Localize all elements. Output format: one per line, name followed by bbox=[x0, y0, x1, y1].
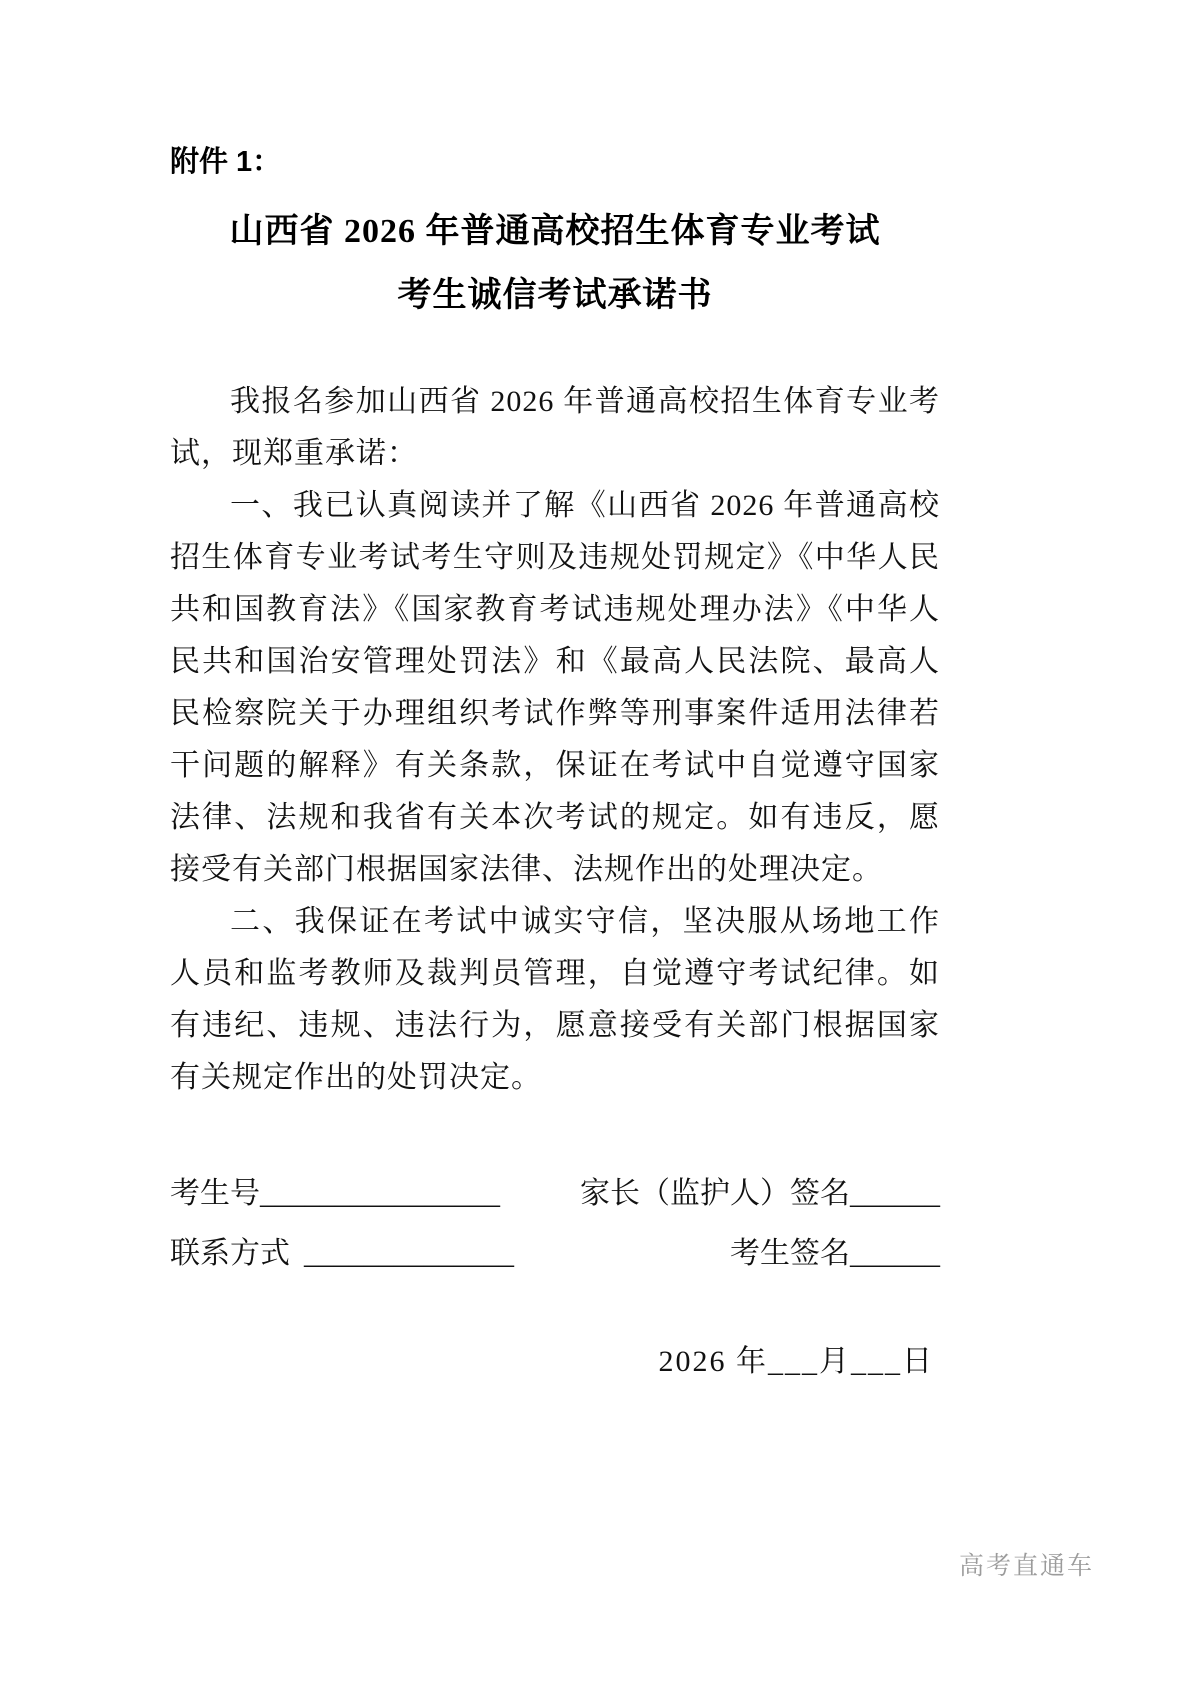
contact-label: 联系方式 bbox=[170, 1237, 290, 1270]
doc-title-line1: 山西省 2026 年普通高校招生体育专业考试 bbox=[229, 213, 881, 250]
attachment-label: 附件 1： bbox=[170, 146, 282, 178]
signature-row-1 bbox=[170, 1164, 940, 1224]
candidate-number-blank-line: ________________ bbox=[260, 1177, 500, 1210]
contact-blank-line: ______________ bbox=[304, 1237, 514, 1270]
watermark: 高考直通车 bbox=[958, 1552, 1094, 1580]
candidate-signature-field bbox=[730, 1224, 940, 1284]
guardian-signature-field bbox=[580, 1164, 940, 1224]
document-body bbox=[170, 376, 940, 1104]
guardian-signature-blank-line: ______ bbox=[850, 1177, 940, 1210]
body-paragraph-intro: 我报名参加山西省 2026 年普通高校招生体育专业考试，现郑重承诺： bbox=[170, 385, 940, 470]
body-paragraph-clause2: 二、我保证在考试中诚实守信，坚决服从场地工作人员和监考教师及裁判员管理，自觉遵守考试纪律。如有违纪、违规、违法行为，愿意接受有关部门根据国家有关规定作出的处罚决定。 bbox=[170, 905, 940, 1094]
doc-title-line2: 考生诚信考试承诺书 bbox=[397, 277, 713, 314]
contact-field bbox=[170, 1224, 514, 1284]
signature-row-2 bbox=[170, 1224, 940, 1284]
doc-title bbox=[170, 200, 940, 328]
candidate-number-field bbox=[170, 1164, 500, 1224]
signature-block bbox=[170, 1164, 940, 1284]
date-line: 2026 年___月___日 bbox=[658, 1345, 934, 1378]
candidate-number-label: 考生号 bbox=[170, 1177, 260, 1210]
candidate-signature-label: 考生签名 bbox=[730, 1237, 850, 1270]
candidate-signature-blank-line: ______ bbox=[850, 1237, 940, 1270]
body-paragraph-clause1: 一、我已认真阅读并了解《山西省 2026 年普通高校招生体育专业考试考生守则及违规处罚规定》《中华人民共和国教育法》《国家教育考试违规处理办法》《中华人民共和国治安管理处罚法》和《最高人民法院、最高人民检察院关于办理组织考试作弊等刑事案件适用法律若干问题的解释》有关条款，保证在考试中自觉遵守国家法律、法规和我省有关本次考试的规定。如有违反，愿接受有关部门根据国家法律、法规作出的处理决定。 bbox=[170, 489, 940, 886]
guardian-signature-label: 家长（监护人）签名 bbox=[580, 1177, 850, 1210]
